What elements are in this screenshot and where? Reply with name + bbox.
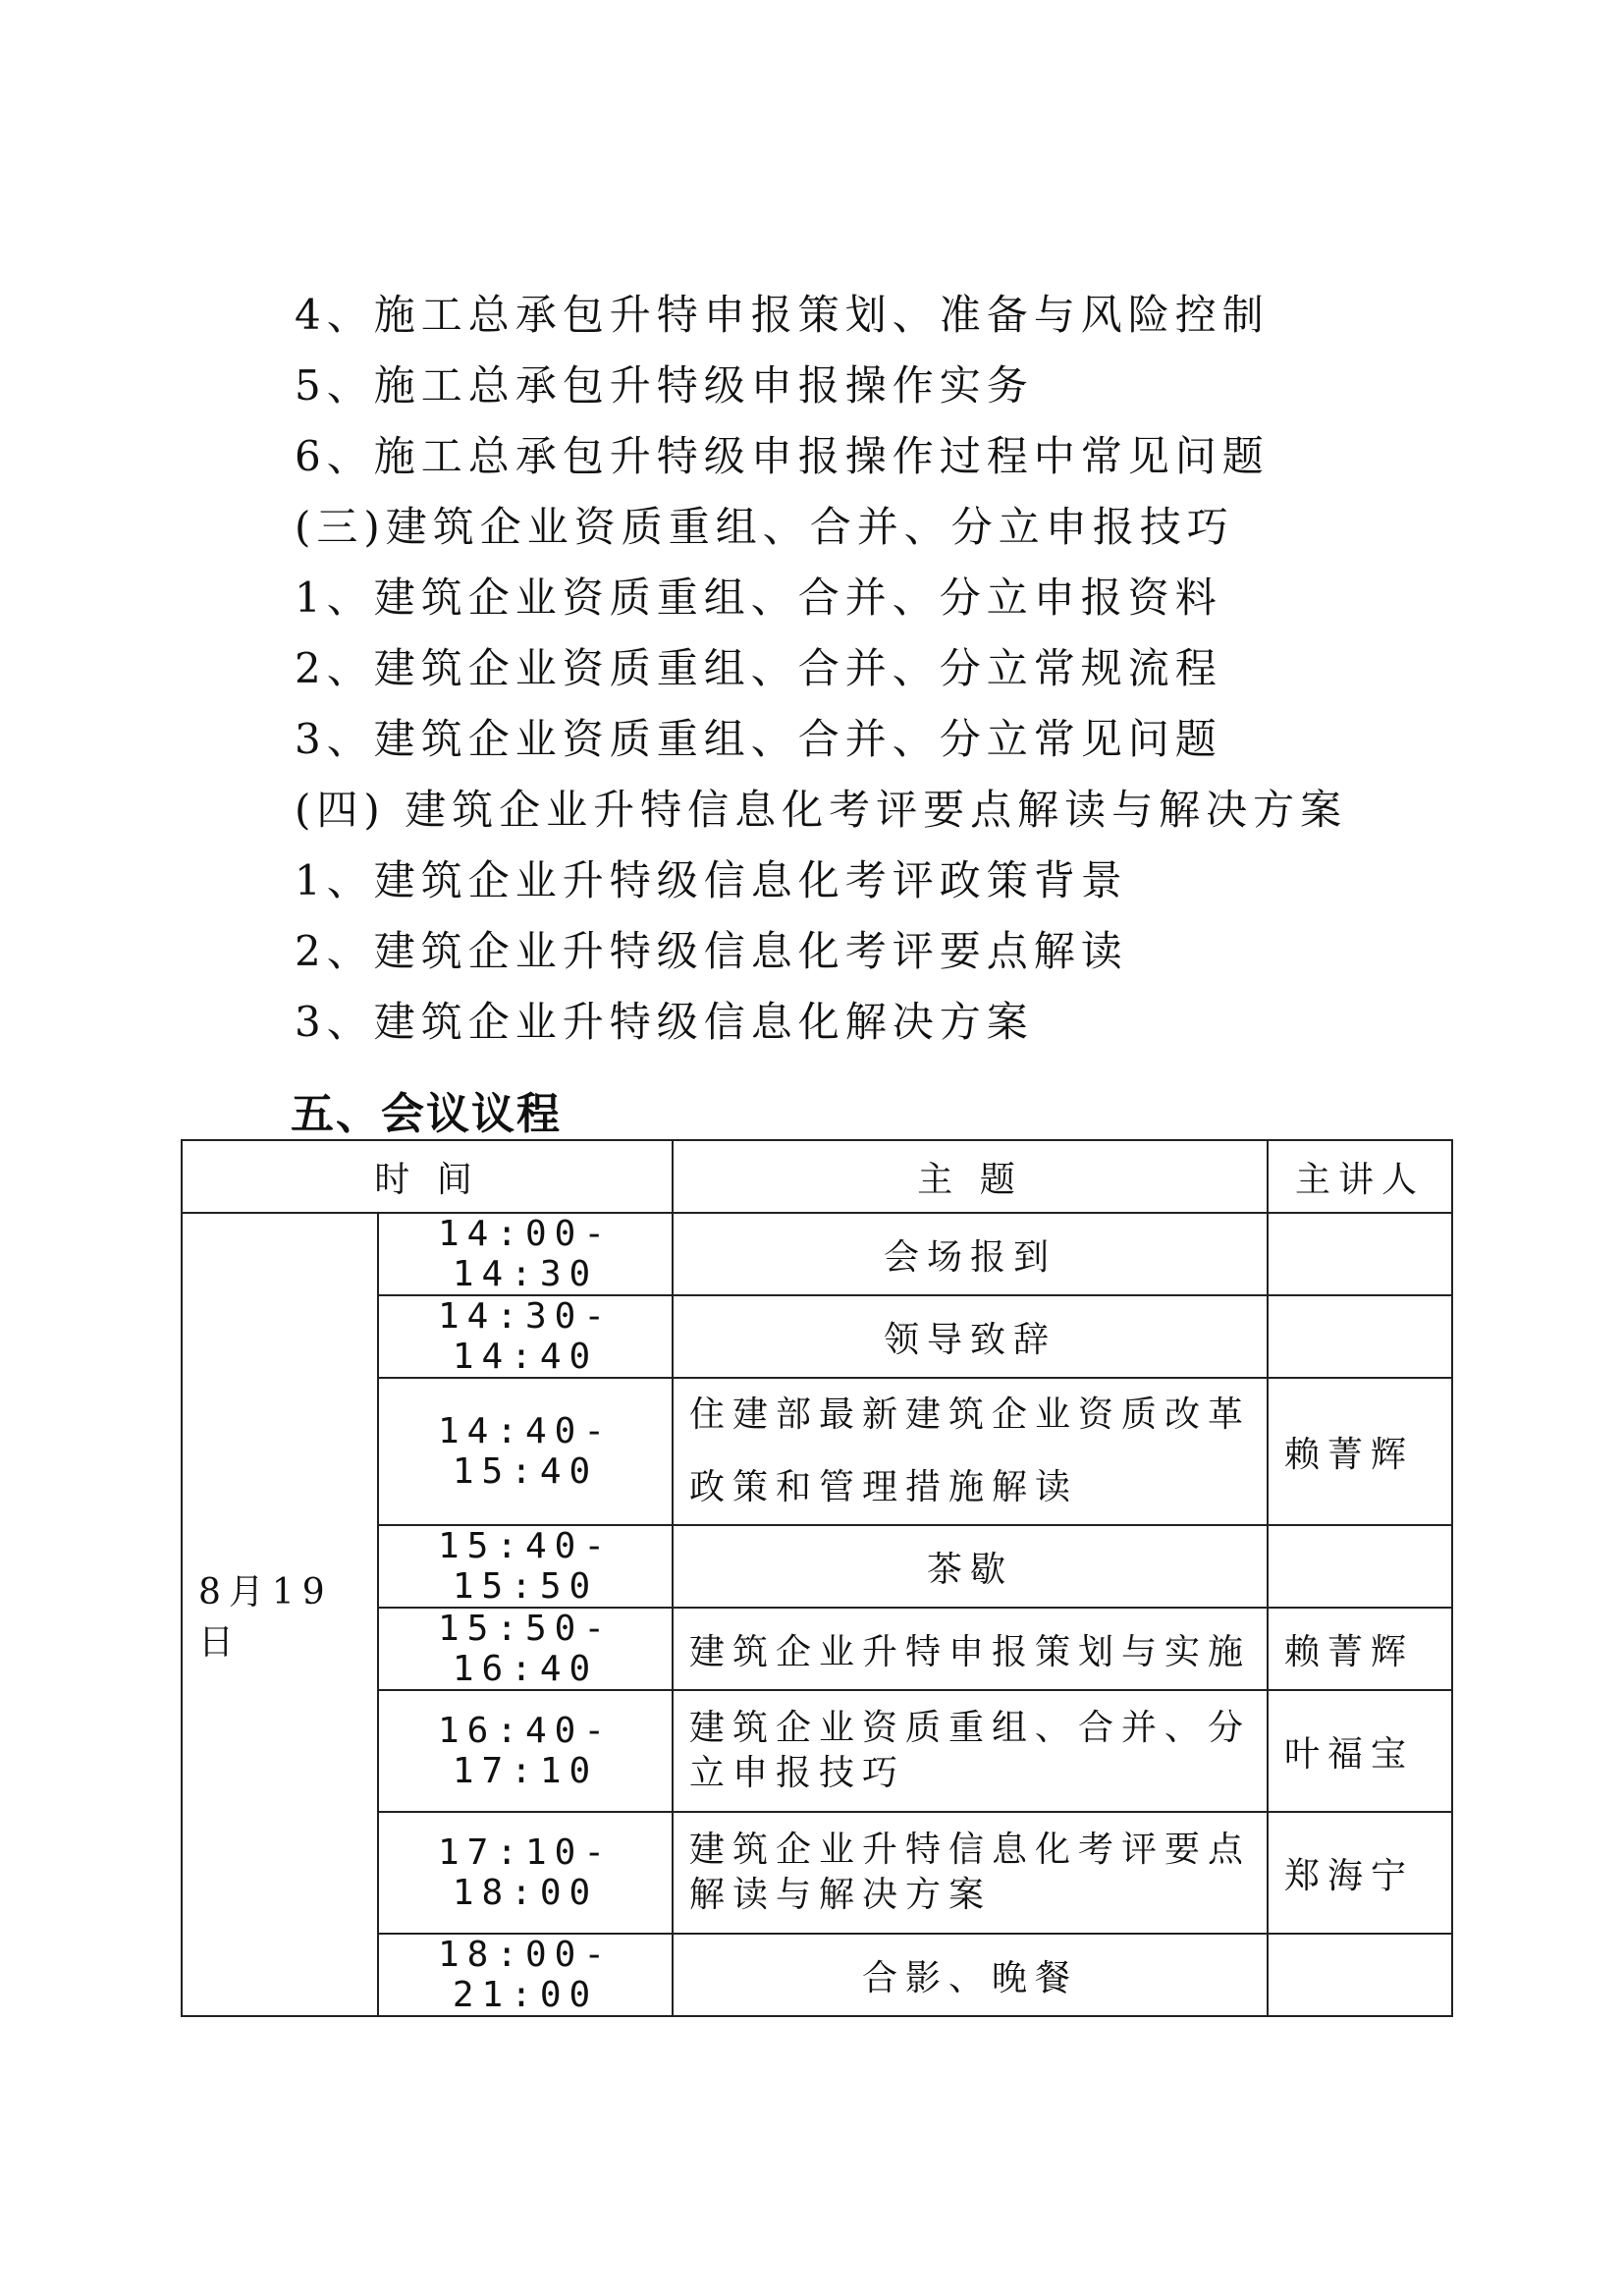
- session-time: 14:40-15:40: [378, 1378, 673, 1525]
- header-time: 时 间: [182, 1140, 673, 1213]
- session-time: 15:50-16:40: [378, 1608, 673, 1690]
- outline-item: 3、建筑企业资质重组、合并、分立常见问题: [295, 715, 1222, 763]
- session-topic-line: 政策和管理措施解读: [689, 1467, 1079, 1507]
- course-outline-list: [295, 280, 1347, 1058]
- session-topic-line: 立申报技巧: [689, 1753, 906, 1793]
- session-speaker: 赖菁辉: [1268, 1608, 1452, 1690]
- outline-item: 3、建筑企业升特级信息化解决方案: [295, 998, 1034, 1046]
- session-topic: 建筑企业升特申报策划与实施: [673, 1608, 1268, 1690]
- session-topic-line: 解读与解决方案: [689, 1875, 993, 1915]
- outline-item: 2、建筑企业升特级信息化考评要点解读: [295, 927, 1128, 975]
- session-time: 14:00-14:30: [378, 1213, 673, 1295]
- session-speaker: 叶福宝: [1268, 1690, 1452, 1812]
- session-speaker: 郑海宁: [1268, 1812, 1452, 1934]
- session-topic-line: 建筑企业资质重组、合并、分: [689, 1708, 1252, 1748]
- session-speaker: 赖菁辉: [1268, 1378, 1452, 1525]
- session-topic: [673, 1690, 1268, 1812]
- session-speaker: [1268, 1934, 1452, 2016]
- outline-item: 6、施工总承包升特级申报操作过程中常见问题: [295, 432, 1270, 480]
- session-topic-line: 住建部最新建筑企业资质改革: [689, 1394, 1252, 1435]
- outline-item: 4、施工总承包升特申报策划、准备与风险控制: [295, 291, 1270, 339]
- outline-section-heading: (四) 建筑企业升特信息化考评要点解读与解决方案: [295, 786, 1348, 834]
- agenda-table: [181, 1139, 1453, 2017]
- outline-item: 1、建筑企业资质重组、合并、分立申报资料: [295, 574, 1222, 622]
- session-time: 14:30-14:40: [378, 1295, 673, 1378]
- session-topic: [673, 1378, 1268, 1525]
- session-topic: 合影、晚餐: [673, 1934, 1268, 2016]
- table-row: [182, 1213, 1452, 1295]
- outline-section-heading: (三)建筑企业资质重组、合并、分立申报技巧: [295, 503, 1234, 551]
- session-time: 17:10-18:00: [378, 1812, 673, 1934]
- session-topic: 领导致辞: [673, 1295, 1268, 1378]
- session-time: 18:00-21:00: [378, 1934, 673, 2016]
- session-speaker: [1268, 1525, 1452, 1608]
- agenda-date: 8月19日: [182, 1213, 378, 2016]
- session-speaker: [1268, 1295, 1452, 1378]
- session-time: 16:40-17:10: [378, 1690, 673, 1812]
- session-topic: 会场报到: [673, 1213, 1268, 1295]
- session-topic-line: 建筑企业升特信息化考评要点: [689, 1830, 1252, 1870]
- session-topic: 茶歇: [673, 1525, 1268, 1608]
- session-topic: [673, 1812, 1268, 1934]
- outline-item: 1、建筑企业升特级信息化考评政策背景: [295, 856, 1128, 904]
- session-speaker: [1268, 1213, 1452, 1295]
- outline-item: 2、建筑企业资质重组、合并、分立常规流程: [295, 644, 1222, 692]
- header-topic: 主 题: [673, 1140, 1268, 1213]
- header-speaker: 主讲人: [1268, 1140, 1452, 1213]
- agenda-heading: 五、会议议程: [291, 1089, 562, 1139]
- outline-item: 5、施工总承包升特级申报操作实务: [295, 361, 1034, 410]
- session-time: 15:40-15:50: [378, 1525, 673, 1608]
- agenda-header-row: [182, 1140, 1452, 1213]
